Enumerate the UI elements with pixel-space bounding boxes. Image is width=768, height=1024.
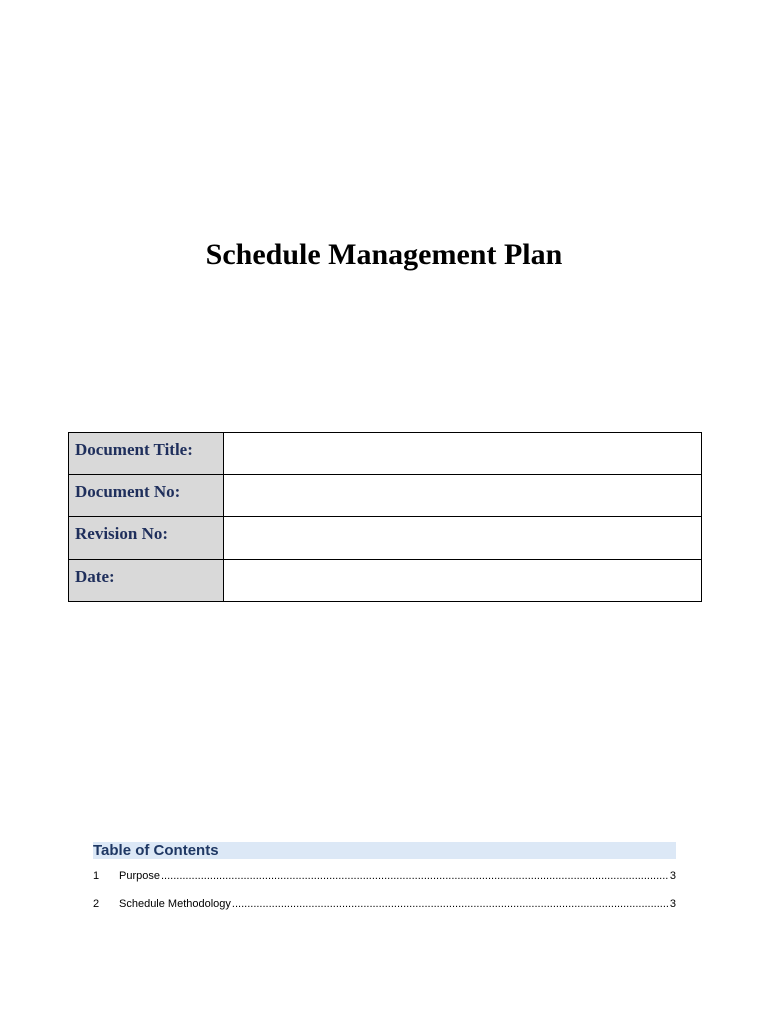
toc-entry-text: Purpose xyxy=(119,870,160,882)
toc-entry-purpose[interactable] xyxy=(93,869,676,883)
info-label-document-no: Document No: xyxy=(69,475,224,517)
info-row-document-no xyxy=(69,475,702,517)
toc-heading: Table of Contents xyxy=(93,842,676,859)
toc-entry-number: 1 xyxy=(93,870,100,882)
info-row-revision-no xyxy=(69,517,702,560)
toc-entry-text: Schedule Methodology xyxy=(119,898,231,910)
info-label-date: Date: xyxy=(69,560,224,602)
info-value-document-no[interactable] xyxy=(224,475,702,517)
info-row-document-title xyxy=(69,433,702,475)
toc-entry-number: 2 xyxy=(93,898,100,910)
document-info-table xyxy=(68,432,702,602)
info-value-document-title[interactable] xyxy=(224,433,702,475)
info-label-document-title: Document Title: xyxy=(69,433,224,475)
info-row-date xyxy=(69,560,702,602)
toc-entry-schedule-methodology[interactable] xyxy=(93,897,676,911)
info-label-revision-no: Revision No: xyxy=(69,517,224,560)
toc-entry-page: 3 xyxy=(669,898,676,910)
document-title: Schedule Management Plan xyxy=(205,238,563,271)
info-value-date[interactable] xyxy=(224,560,702,602)
info-value-revision-no[interactable] xyxy=(224,517,702,560)
toc-leader-dots xyxy=(161,869,669,883)
table-of-contents xyxy=(93,842,676,911)
toc-leader-dots xyxy=(232,897,669,911)
toc-entry-page: 3 xyxy=(669,870,676,882)
